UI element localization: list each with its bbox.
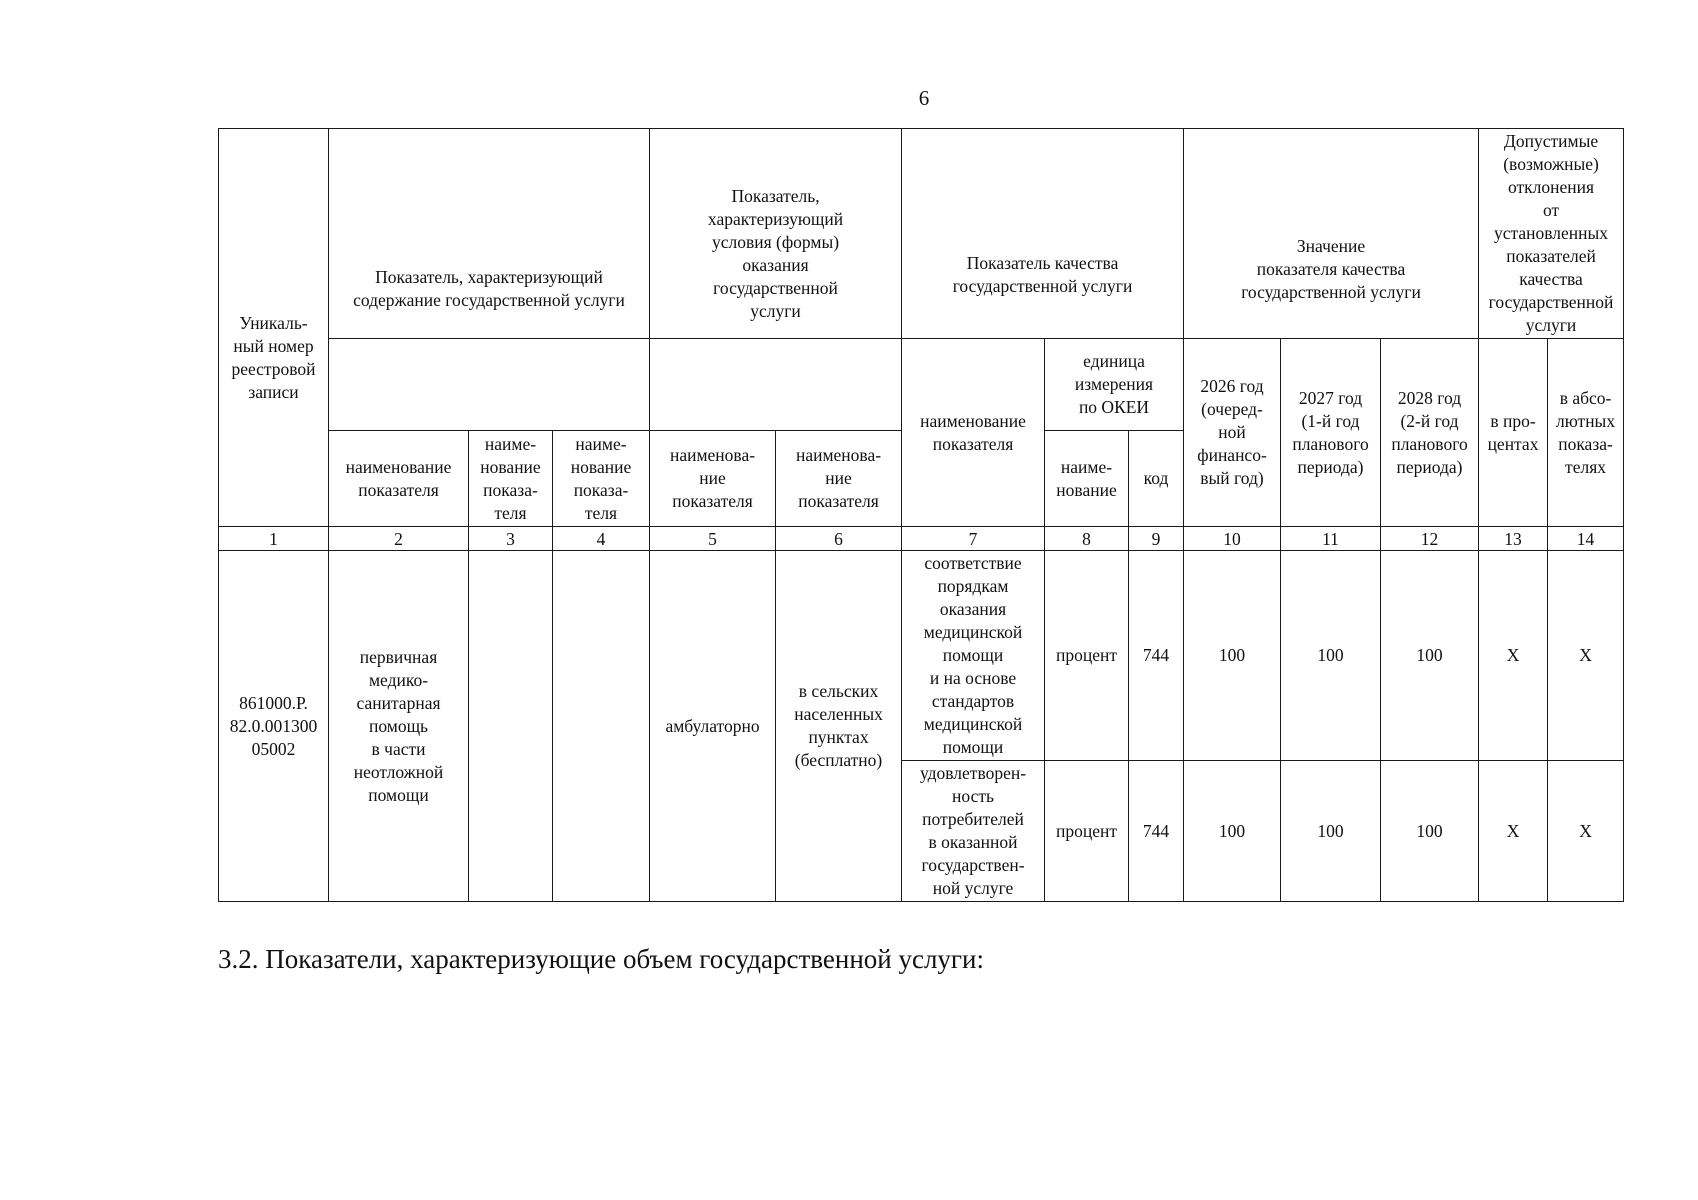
header-year-2026: 2026 год (очеред- ной финансо- вый год) [1184,339,1281,527]
row2-code: 744 [1129,761,1184,902]
column-number: 6 [776,527,902,551]
row1-value-2027: 100 [1281,551,1381,761]
header-content-name-1: наименование показателя [329,431,469,527]
row1-unit: процент [1045,551,1129,761]
column-number: 5 [650,527,776,551]
column-number: 2 [329,527,469,551]
column-number: 12 [1381,527,1479,551]
header-content-name-3: наиме- нование показа- теля [553,431,650,527]
record-condition: в сельских населенных пунктах (бесплатно) [776,551,902,902]
header-conditions-name-2: наименова- ние показателя [776,431,902,527]
row2-deviation-percent: X [1479,761,1548,902]
row1-indicator: соответствие порядкам оказания медицинской помощи и на основе стандартов медицинской помощи [902,551,1045,761]
header-content-name-2: наиме- нование показа- теля [469,431,553,527]
header-year-2028: 2028 год (2-й год планового периода) [1381,339,1479,527]
header-unique-number: Уникаль- ный номер реестровой записи [219,129,329,527]
header-in-absolute: в абсо- лютных показа- телях [1548,339,1624,527]
header-conditions-name-1: наименова- ние показателя [650,431,776,527]
row1-deviation-percent: X [1479,551,1548,761]
record-id: 861000.Р. 82.0.001300 05002 [219,551,329,902]
row2-value-2028: 100 [1381,761,1479,902]
row2-unit: процент [1045,761,1129,902]
column-number: 10 [1184,527,1281,551]
header-year-2027: 2027 год (1-й год планового периода) [1281,339,1381,527]
header-conditions-indicator: Показатель, характеризующий условия (формы) оказания государственной услуги [650,129,902,339]
header-quality-value: Значение показателя качества государственной услуги [1184,129,1479,339]
record-content: первичная медико- санитарная помощь в части неотложной помощи [329,551,469,902]
quality-indicators-table [218,128,1624,902]
row1-code: 744 [1129,551,1184,761]
header-unit-okei: единица измерения по ОКЕИ [1045,339,1184,431]
row1-value-2026: 100 [1184,551,1281,761]
row2-deviation-absolute: X [1548,761,1624,902]
header-unit-code: код [1129,431,1184,527]
column-number: 4 [553,527,650,551]
header-unit-name: наиме- нование [1045,431,1129,527]
page-number: 6 [918,86,930,110]
column-number: 11 [1281,527,1381,551]
column-number: 13 [1479,527,1548,551]
column-number: 8 [1045,527,1129,551]
column-number: 7 [902,527,1045,551]
header-content-indicator: Показатель, характеризующий содержание государственной услуги [329,129,650,339]
table-row [219,551,1624,761]
record-form: амбулаторно [650,551,776,902]
column-number: 3 [469,527,553,551]
column-number: 1 [219,527,329,551]
column-number: 14 [1548,527,1624,551]
subsection-title: 3.2. Показатели, характеризующие объем государственной услуги: [218,944,984,974]
header-quality-indicator: Показатель качества государственной услуги [902,129,1184,339]
row2-value-2026: 100 [1184,761,1281,902]
column-number: 9 [1129,527,1184,551]
column-numbers-row [219,527,1624,551]
row2-indicator: удовлетворен- ность потребителей в оказанной государствен- ной услуге [902,761,1045,902]
row1-deviation-absolute: X [1548,551,1624,761]
row1-value-2028: 100 [1381,551,1479,761]
header-deviations: Допустимые (возможные) отклонения от установленных показателей качества государственной услуги [1479,129,1624,339]
header-in-percent: в про- центах [1479,339,1548,527]
row2-value-2027: 100 [1281,761,1381,902]
header-quality-indicator-name: наименование показателя [902,339,1045,527]
